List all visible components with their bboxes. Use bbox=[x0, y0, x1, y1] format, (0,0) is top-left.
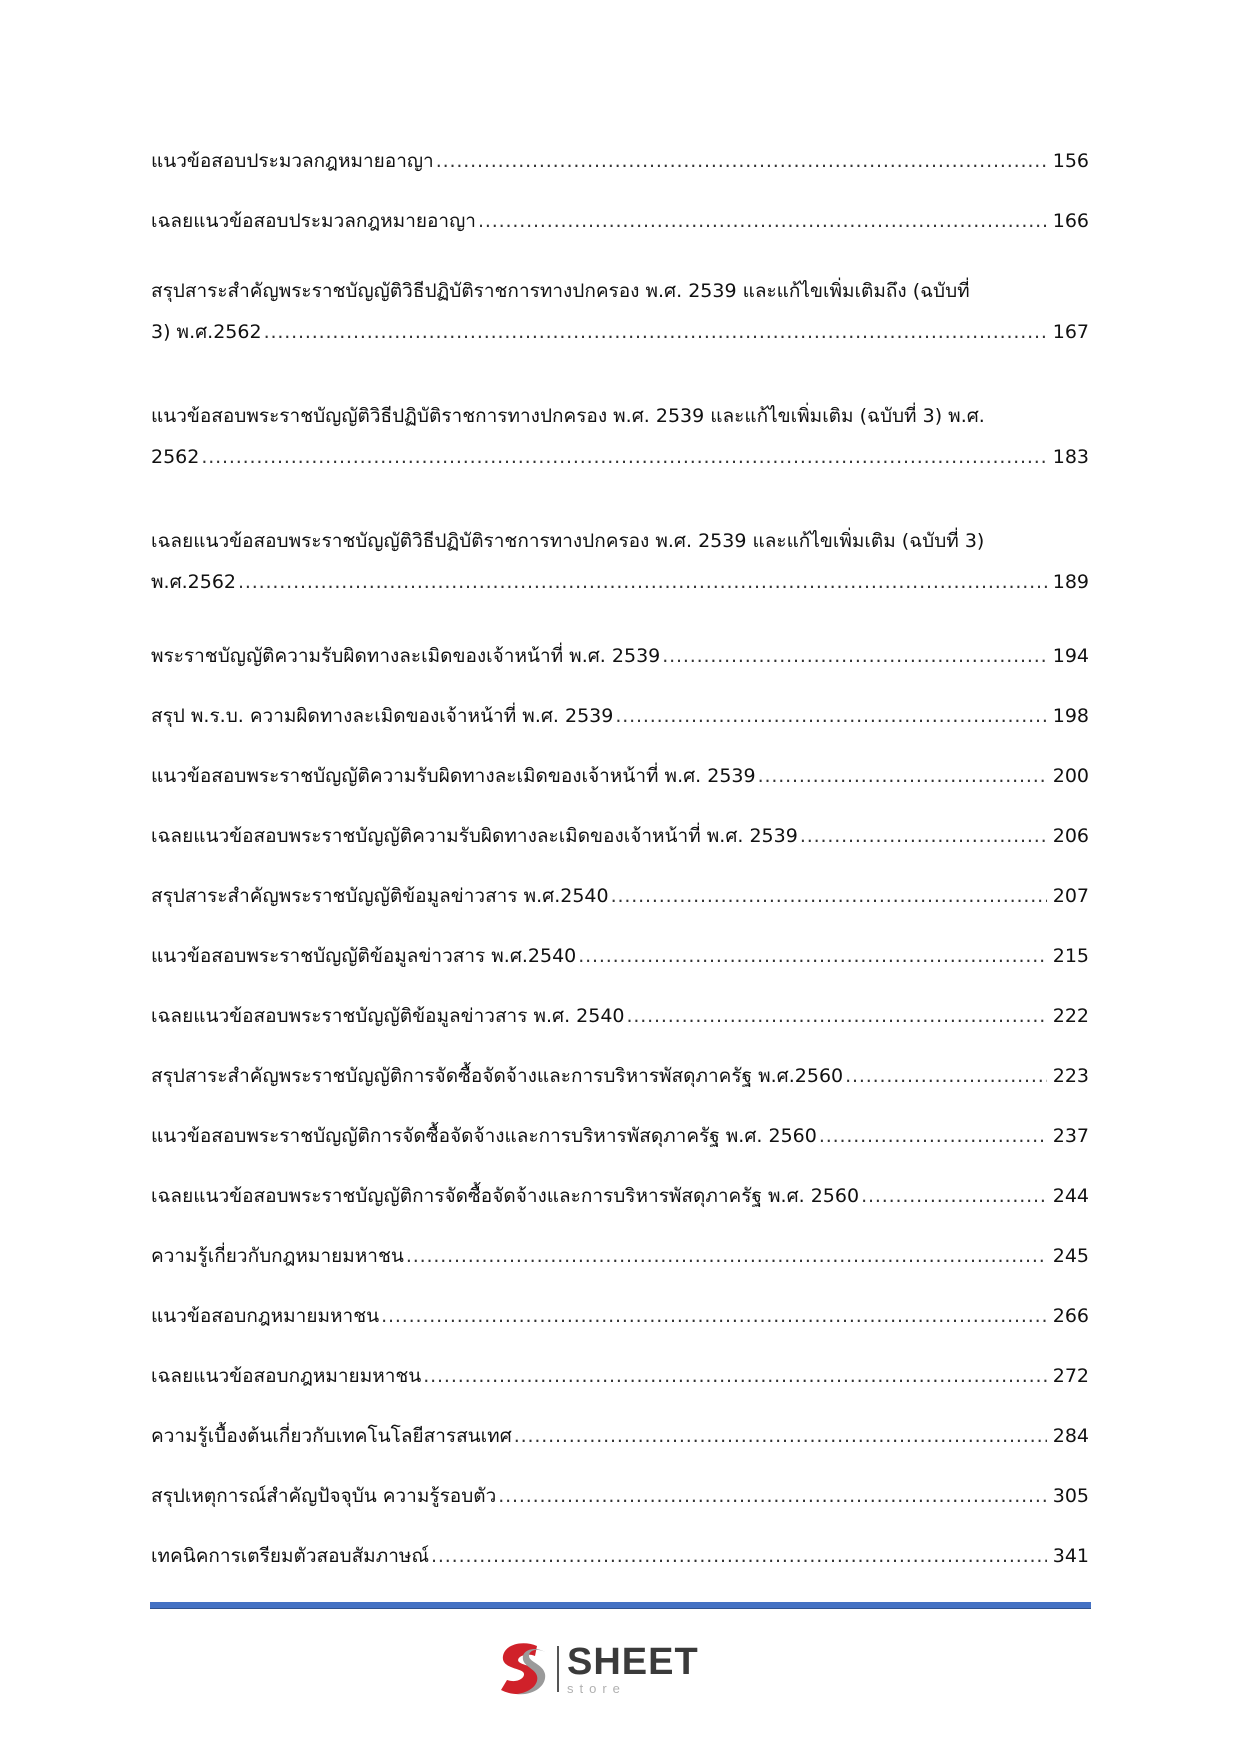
toc-page-number: 222 bbox=[1052, 1005, 1089, 1027]
logo-wordmark bbox=[567, 1643, 699, 1695]
toc-entry-title: เฉลยแนวข้อสอบพระราชบัญญัติวิธีปฏิบัติราชการทางปกครอง พ.ศ. 2539 และแก้ไขเพิ่มเติม (ฉบับที่ 3) bbox=[151, 530, 985, 552]
toc-entry[interactable] bbox=[151, 641, 1089, 671]
toc-entry[interactable] bbox=[151, 941, 1089, 971]
toc-entry-title: 2562 bbox=[151, 446, 200, 468]
toc-entry[interactable] bbox=[151, 1121, 1089, 1151]
toc-page-number: 183 bbox=[1052, 446, 1089, 468]
toc-entry-title: สรุปสาระสำคัญพระราชบัญญัติการจัดซื้อจัดจ้างและการบริหารพัสดุภาครัฐ พ.ศ.2560 bbox=[151, 1065, 844, 1087]
toc-entry-title: เฉลยแนวข้อสอบกฎหมายมหาชน bbox=[151, 1365, 422, 1387]
toc-entry-line bbox=[151, 1001, 1089, 1031]
toc-entry-title: แนวข้อสอบประมวลกฎหมายอาญา bbox=[151, 150, 434, 172]
toc-entry[interactable] bbox=[151, 206, 1089, 236]
footer-rule bbox=[150, 1602, 1091, 1609]
toc-entry-title: เทคนิคการเตรียมตัวสอบสัมภาษณ์ bbox=[151, 1545, 430, 1567]
toc-entry-line bbox=[151, 266, 1089, 317]
toc-entry-title: พระราชบัญญัติความรับผิดทางละเมิดของเจ้าหน้าที่ พ.ศ. 2539 bbox=[151, 645, 661, 667]
toc-page-number: 284 bbox=[1052, 1425, 1089, 1447]
toc-dot-leader bbox=[238, 567, 1047, 597]
toc-dot-leader bbox=[514, 1421, 1047, 1451]
toc-page-number: 266 bbox=[1052, 1305, 1089, 1327]
toc-entry-title: สรุปสาระสำคัญพระราชบัญญัติข้อมูลข่าวสาร พ.ศ.2540 bbox=[151, 885, 609, 907]
toc-entry[interactable] bbox=[151, 1001, 1089, 1031]
toc-dot-leader bbox=[431, 1541, 1047, 1571]
toc-entry-line bbox=[151, 1481, 1089, 1511]
s-logo-icon bbox=[493, 1638, 555, 1700]
toc-dot-leader bbox=[406, 1241, 1047, 1271]
toc-dot-leader bbox=[758, 761, 1047, 791]
toc-page-number: 200 bbox=[1052, 765, 1089, 787]
toc-entry[interactable] bbox=[151, 1061, 1089, 1091]
toc-entry-title: 3) พ.ศ.2562 bbox=[151, 321, 262, 343]
toc-page-number: 194 bbox=[1052, 645, 1089, 667]
toc-entry[interactable] bbox=[151, 266, 1089, 347]
toc-entry-line bbox=[151, 881, 1089, 911]
toc-entry[interactable] bbox=[151, 821, 1089, 851]
toc-dot-leader bbox=[201, 442, 1046, 472]
toc-entry-line bbox=[151, 1361, 1089, 1391]
toc-entry-title: แนวข้อสอบกฎหมายมหาชน bbox=[151, 1305, 380, 1327]
toc-dot-leader bbox=[845, 1061, 1047, 1091]
toc-page-number: 166 bbox=[1052, 210, 1089, 232]
toc-entry-title: ความรู้เกี่ยวกับกฎหมายมหาชน bbox=[151, 1245, 404, 1267]
toc-entry-title: แนวข้อสอบพระราชบัญญัติการจัดซื้อจัดจ้างและการบริหารพัสดุภาครัฐ พ.ศ. 2560 bbox=[151, 1125, 817, 1147]
toc-entry-line bbox=[151, 146, 1089, 176]
toc-entry-line bbox=[151, 1541, 1089, 1571]
toc-entry-line bbox=[151, 442, 1089, 472]
toc-entry-line bbox=[151, 1181, 1089, 1211]
toc-page-number: 223 bbox=[1052, 1065, 1089, 1087]
toc-entry[interactable] bbox=[151, 761, 1089, 791]
toc-dot-leader bbox=[800, 821, 1047, 851]
logo-subword: store bbox=[567, 1681, 626, 1696]
toc-entry-title: แนวข้อสอบพระราชบัญญัติข้อมูลข่าวสาร พ.ศ.2540 bbox=[151, 945, 577, 967]
toc-entry-line bbox=[151, 567, 1089, 597]
toc-entry[interactable] bbox=[151, 1301, 1089, 1331]
toc-entry-line bbox=[151, 1421, 1089, 1451]
toc-entry-line bbox=[151, 821, 1089, 851]
toc-entry-line bbox=[151, 1241, 1089, 1271]
toc-entry[interactable] bbox=[151, 146, 1089, 176]
toc-page-number: 198 bbox=[1052, 705, 1089, 727]
toc-dot-leader bbox=[861, 1181, 1047, 1211]
toc-page-number: 215 bbox=[1052, 945, 1089, 967]
toc-entry-title: เฉลยแนวข้อสอบพระราชบัญญัติการจัดซื้อจัดจ้างและการบริหารพัสดุภาครัฐ พ.ศ. 2560 bbox=[151, 1185, 860, 1207]
toc-page-number: 207 bbox=[1052, 885, 1089, 907]
toc-page-number: 272 bbox=[1052, 1365, 1089, 1387]
toc-page-number: 167 bbox=[1052, 321, 1089, 343]
toc-page-number: 245 bbox=[1052, 1245, 1089, 1267]
toc-dot-leader bbox=[819, 1121, 1047, 1151]
toc-entry[interactable] bbox=[151, 1181, 1089, 1211]
toc-page-number: 189 bbox=[1052, 571, 1089, 593]
toc-entry-line bbox=[151, 317, 1089, 347]
logo-word: SHEET bbox=[567, 1641, 699, 1683]
toc-entry-title: เฉลยแนวข้อสอบพระราชบัญญัติข้อมูลข่าวสาร พ.ศ. 2540 bbox=[151, 1005, 625, 1027]
toc-entry-line bbox=[151, 516, 1089, 567]
toc-entry-line bbox=[151, 701, 1089, 731]
toc-dot-leader bbox=[381, 1301, 1047, 1331]
toc-entry[interactable] bbox=[151, 701, 1089, 731]
toc-entry-line bbox=[151, 1061, 1089, 1091]
toc-entry-title: แนวข้อสอบพระราชบัญญัติความรับผิดทางละเมิดของเจ้าหน้าที่ พ.ศ. 2539 bbox=[151, 765, 756, 787]
sheet-store-logo bbox=[493, 1638, 713, 1700]
toc-dot-leader bbox=[423, 1361, 1046, 1391]
toc-entry-line bbox=[151, 1301, 1089, 1331]
toc-page-number: 305 bbox=[1052, 1485, 1089, 1507]
toc-entry[interactable] bbox=[151, 1241, 1089, 1271]
toc-entry-line bbox=[151, 761, 1089, 791]
toc-entry-title: เฉลยแนวข้อสอบพระราชบัญญัติความรับผิดทางละเมิดของเจ้าหน้าที่ พ.ศ. 2539 bbox=[151, 825, 798, 847]
toc-entry[interactable] bbox=[151, 1421, 1089, 1451]
toc-entry[interactable] bbox=[151, 516, 1089, 597]
toc-entry-line bbox=[151, 206, 1089, 236]
toc-entry-line bbox=[151, 1121, 1089, 1151]
toc-entry[interactable] bbox=[151, 1481, 1089, 1511]
toc-entry-title: เฉลยแนวข้อสอบประมวลกฎหมายอาญา bbox=[151, 210, 476, 232]
toc-entry-title: แนวข้อสอบพระราชบัญญัติวิธีปฏิบัติราชการทางปกครอง พ.ศ. 2539 และแก้ไขเพิ่มเติม (ฉบับที่ 3) พ.ศ. bbox=[151, 405, 985, 427]
toc-dot-leader bbox=[436, 146, 1047, 176]
toc-entry[interactable] bbox=[151, 881, 1089, 911]
toc-entry-title: สรุปเหตุการณ์สำคัญปัจจุบัน ความรู้รอบตัว bbox=[151, 1485, 497, 1507]
toc-entry-line bbox=[151, 941, 1089, 971]
toc-dot-leader bbox=[498, 1481, 1046, 1511]
toc-entry[interactable] bbox=[151, 1361, 1089, 1391]
toc-dot-leader bbox=[478, 206, 1047, 236]
logo-separator bbox=[557, 1646, 559, 1692]
toc-dot-leader bbox=[611, 881, 1047, 911]
toc-dot-leader bbox=[627, 1001, 1047, 1031]
toc-entry-line bbox=[151, 391, 1089, 442]
toc-entry-title: สรุปสาระสำคัญพระราชบัญญัติวิธีปฏิบัติราชการทางปกครอง พ.ศ. 2539 และแก้ไขเพิ่มเติมถึง (ฉบับที่ bbox=[151, 280, 970, 302]
toc-page-number: 156 bbox=[1052, 150, 1089, 172]
table-of-contents bbox=[151, 146, 1089, 1601]
toc-dot-leader bbox=[264, 317, 1047, 347]
toc-page-number: 341 bbox=[1052, 1545, 1089, 1567]
toc-entry-title: ความรู้เบื้องต้นเกี่ยวกับเทคโนโลยีสารสนเทศ bbox=[151, 1425, 512, 1447]
toc-dot-leader bbox=[615, 701, 1046, 731]
toc-entry-title: พ.ศ.2562 bbox=[151, 571, 237, 593]
toc-entry-line bbox=[151, 641, 1089, 671]
toc-page-number: 244 bbox=[1052, 1185, 1089, 1207]
toc-page-number: 206 bbox=[1052, 825, 1089, 847]
toc-page-number: 237 bbox=[1052, 1125, 1089, 1147]
toc-dot-leader bbox=[578, 941, 1046, 971]
toc-entry[interactable] bbox=[151, 1541, 1089, 1571]
toc-entry-title: สรุป พ.ร.บ. ความผิดทางละเมิดของเจ้าหน้าที่ พ.ศ. 2539 bbox=[151, 705, 614, 727]
toc-entry[interactable] bbox=[151, 391, 1089, 472]
toc-dot-leader bbox=[662, 641, 1046, 671]
